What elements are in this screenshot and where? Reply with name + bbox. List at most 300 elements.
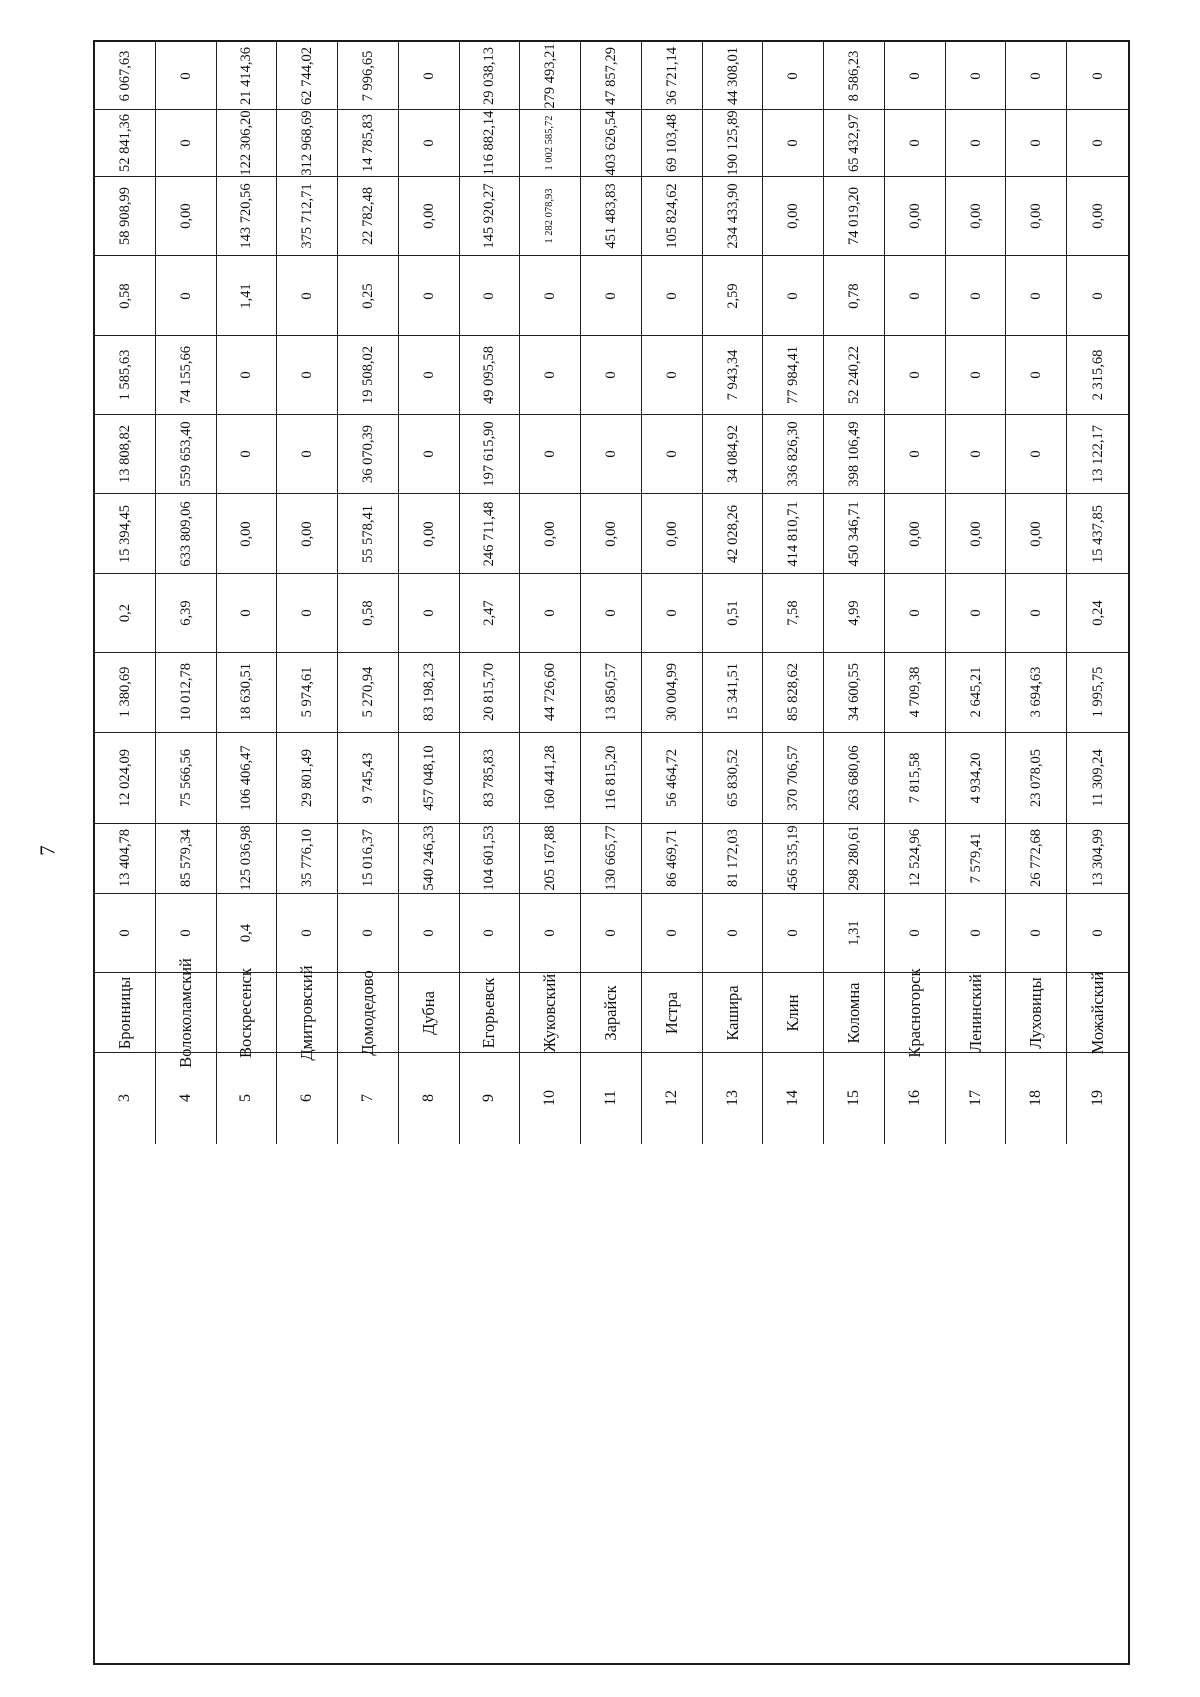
value-10: 0,00: [420, 203, 437, 229]
district-name-cell: [763, 973, 824, 1052]
value-11: 0: [785, 139, 802, 147]
district-name-cell: [581, 973, 642, 1052]
value-5: 0: [967, 609, 984, 617]
value-8: 74 155,66: [177, 345, 194, 404]
value-cell-6: [763, 494, 824, 573]
value-10: 375 712,71: [298, 183, 315, 249]
value-cell-8: [217, 336, 278, 415]
value-cell-1: [399, 894, 460, 973]
value-cell-9: [217, 256, 278, 335]
district-name: Воскресенск: [236, 967, 256, 1058]
district-name: Луховицы: [1026, 976, 1046, 1049]
row-number: 13: [723, 1090, 741, 1107]
value-5: 4,99: [845, 600, 862, 626]
value-10: 145 920,27: [481, 183, 498, 249]
value-cell-7: [338, 415, 399, 494]
value-8: 0: [541, 371, 558, 379]
value-2: 205 167,88: [541, 825, 558, 891]
value-6: 0,00: [663, 520, 680, 547]
district-name-cell: [95, 973, 156, 1052]
district-name: Волоколамский: [175, 957, 195, 1068]
value-cell-4: [277, 653, 338, 732]
value-cell-3: [1006, 733, 1067, 824]
value-4: 5 974,61: [298, 666, 315, 718]
value-10: 58 908,99: [116, 187, 133, 246]
value-7: 13 122,17: [1089, 425, 1106, 484]
row-number-cell: [824, 1053, 885, 1144]
value-cell-1: [520, 894, 581, 973]
value-cell-10: [399, 177, 460, 256]
value-2: 456 535,19: [785, 825, 802, 891]
district-name-cell: [1067, 973, 1128, 1052]
value-12: 44 308,01: [724, 46, 741, 105]
value-cell-2: [156, 824, 217, 894]
row-number-cell: [1006, 1053, 1067, 1144]
value-11: 0: [1028, 139, 1045, 147]
value-cell-9: [824, 256, 885, 335]
value-4: 15 341,51: [724, 663, 741, 722]
value-cell-8: [946, 336, 1007, 415]
value-cell-9: [885, 256, 946, 335]
value-7: 0: [663, 450, 680, 458]
value-cell-3: [642, 733, 703, 824]
value-cell-8: [277, 336, 338, 415]
value-cell-6: [885, 494, 946, 573]
value-cell-2: [217, 824, 278, 894]
value-cell-9: [460, 256, 521, 335]
row-number: 15: [845, 1090, 863, 1107]
value-9: 0: [298, 291, 315, 300]
value-cell-10: [277, 177, 338, 256]
value-cell-3: [460, 733, 521, 824]
value-11: 1 002 585,72: [543, 115, 555, 171]
value-12: 36 721,14: [663, 46, 680, 105]
value-cell-11: [338, 110, 399, 177]
value-cell-3: [1067, 733, 1128, 824]
value-3: 12 024,09: [116, 748, 133, 807]
value-cell-1: [1067, 894, 1128, 973]
value-7: 13 808,82: [116, 425, 133, 484]
value-cell-5: [460, 574, 521, 653]
value-7: 34 084,92: [724, 425, 741, 484]
value-cell-3: [520, 733, 581, 824]
value-3: 457 048,10: [420, 745, 437, 811]
value-8: 0: [420, 371, 437, 379]
value-8: 2 315,68: [1089, 349, 1106, 401]
value-cell-7: [1067, 415, 1128, 494]
value-cell-5: [95, 574, 156, 653]
value-cell-8: [338, 336, 399, 415]
value-7: 0: [1028, 450, 1045, 458]
value-cell-1: [581, 894, 642, 973]
value-cell-1: [642, 894, 703, 973]
value-1: 0: [967, 929, 984, 937]
value-6: 633 809,06: [177, 501, 194, 567]
value-3: 29 801,49: [298, 748, 315, 807]
value-12: 0: [177, 72, 194, 80]
row-number-cell: [946, 1053, 1007, 1144]
value-5: 0: [663, 609, 680, 617]
value-8: 0: [238, 371, 255, 379]
value-cell-3: [338, 733, 399, 824]
value-6: 0,00: [420, 520, 437, 547]
district-name-cell: [338, 969, 399, 1056]
value-cell-5: [642, 574, 703, 653]
value-cell-3: [763, 733, 824, 824]
value-cell-7: [399, 415, 460, 494]
value-6: 15 394,45: [116, 504, 133, 563]
row-number: 14: [784, 1090, 802, 1107]
value-1: 0: [298, 929, 315, 937]
value-12: 6 067,63: [116, 50, 133, 102]
value-cell-1: [217, 894, 278, 973]
value-2: 13 304,99: [1089, 829, 1106, 888]
value-cell-4: [520, 653, 581, 732]
value-cell-2: [277, 824, 338, 894]
value-2: 13 404,78: [116, 829, 133, 888]
value-11: 403 626,54: [602, 110, 619, 176]
value-cell-4: [1006, 653, 1067, 732]
value-6: 0,00: [298, 520, 315, 547]
value-cell-11: [703, 110, 764, 177]
row-number-cell: [95, 1053, 156, 1144]
value-11: 0: [1089, 139, 1106, 147]
row-number: 3: [115, 1094, 133, 1103]
value-3: 23 078,05: [1028, 748, 1045, 807]
value-cell-9: [277, 256, 338, 335]
value-cell-11: [95, 110, 156, 177]
district-name-cell: [217, 967, 278, 1058]
value-3: 263 680,06: [845, 745, 862, 811]
value-cell-10: [885, 177, 946, 256]
value-12: 0: [420, 72, 437, 80]
value-10: 0,00: [785, 203, 802, 229]
value-2: 125 036,98: [238, 825, 255, 891]
district-name: Жуковский: [539, 973, 559, 1052]
value-5: 7,58: [785, 600, 802, 626]
value-2: 104 601,53: [481, 825, 498, 891]
value-cell-3: [885, 733, 946, 824]
value-cell-5: [277, 574, 338, 653]
value-7: 336 826,30: [785, 421, 802, 487]
row-number: 9: [480, 1094, 498, 1103]
value-4: 18 630,51: [238, 663, 255, 722]
value-cell-8: [95, 336, 156, 415]
district-name: Истра: [661, 991, 681, 1034]
value-9: 0,25: [359, 282, 376, 309]
value-3: 370 706,57: [785, 745, 802, 811]
value-6: 42 028,26: [724, 504, 741, 563]
value-11: 69 103,48: [663, 114, 680, 173]
value-4: 34 600,55: [845, 663, 862, 722]
value-5: 0: [906, 609, 923, 617]
value-9: 0: [785, 291, 802, 300]
value-cell-10: [1067, 177, 1128, 256]
row-number: 10: [541, 1090, 559, 1107]
value-12: 0: [785, 72, 802, 80]
value-3: 9 745,43: [359, 752, 376, 804]
value-cell-12: [277, 42, 338, 110]
value-7: 197 615,90: [481, 421, 498, 487]
value-cell-11: [1067, 110, 1128, 177]
value-cell-12: [1067, 42, 1128, 110]
value-cell-12: [581, 42, 642, 110]
district-name: Егорьевск: [479, 977, 499, 1048]
value-9: 0: [420, 291, 437, 300]
value-8: 49 095,58: [481, 345, 498, 404]
value-cell-6: [703, 494, 764, 573]
value-cell-11: [824, 110, 885, 177]
value-cell-8: [460, 336, 521, 415]
value-cell-3: [399, 733, 460, 824]
value-4: 3 694,63: [1028, 666, 1045, 718]
value-4: 20 815,70: [481, 663, 498, 722]
value-2: 26 772,68: [1028, 829, 1045, 888]
value-cell-1: [460, 894, 521, 973]
value-cell-6: [824, 494, 885, 573]
value-cell-1: [1006, 894, 1067, 973]
value-cell-7: [581, 415, 642, 494]
value-cell-12: [703, 42, 764, 110]
value-10: 22 782,48: [359, 187, 376, 246]
value-cell-5: [520, 574, 581, 653]
value-cell-9: [520, 256, 581, 335]
value-12: 0: [906, 72, 923, 80]
value-6: 55 578,41: [359, 504, 376, 563]
row-number: 18: [1027, 1090, 1045, 1107]
value-9: 1,41: [238, 282, 255, 309]
value-cell-9: [581, 256, 642, 335]
row-number: 12: [662, 1090, 680, 1107]
value-1: 0: [481, 929, 498, 937]
value-cell-8: [763, 336, 824, 415]
value-9: 0: [177, 291, 194, 300]
value-cell-8: [703, 336, 764, 415]
district-name-cell: [399, 973, 460, 1052]
value-cell-8: [885, 336, 946, 415]
value-cell-12: [217, 42, 278, 110]
value-4: 1 995,75: [1089, 666, 1106, 718]
value-cell-2: [460, 824, 521, 894]
value-cell-12: [1006, 42, 1067, 110]
value-6: 0,00: [1028, 520, 1045, 547]
value-10: 74 019,20: [845, 187, 862, 246]
value-1: 0,4: [238, 924, 255, 943]
row-number: 4: [176, 1094, 194, 1103]
value-4: 13 850,57: [602, 663, 619, 722]
value-cell-1: [95, 894, 156, 973]
value-cell-2: [95, 824, 156, 894]
value-cell-10: [763, 177, 824, 256]
value-cell-7: [95, 415, 156, 494]
value-cell-3: [217, 733, 278, 824]
value-4: 10 012,78: [177, 663, 194, 722]
value-8: 0: [967, 371, 984, 379]
value-11: 14 785,83: [359, 114, 376, 173]
value-cell-5: [399, 574, 460, 653]
value-cell-6: [156, 494, 217, 573]
row-number: 7: [358, 1094, 376, 1103]
value-cell-12: [156, 42, 217, 110]
value-9: 0: [663, 291, 680, 300]
district-name-cell: [1006, 973, 1067, 1052]
value-8: 19 508,02: [359, 345, 376, 404]
row-number-cell: [156, 1053, 217, 1144]
district-name: Бронницы: [114, 976, 134, 1049]
value-9: 2,59: [724, 282, 741, 309]
value-5: 0,2: [116, 603, 133, 623]
value-5: 0,58: [359, 600, 376, 626]
value-cell-10: [642, 177, 703, 256]
value-5: 0,51: [724, 600, 741, 626]
row-number-cell: [399, 1053, 460, 1144]
value-cell-3: [946, 733, 1007, 824]
value-7: 0: [906, 450, 923, 458]
value-cell-4: [338, 653, 399, 732]
district-name: Коломна: [843, 982, 863, 1044]
value-cell-11: [277, 110, 338, 177]
value-2: 81 172,03: [724, 829, 741, 888]
value-5: 0: [541, 609, 558, 617]
value-cell-4: [824, 653, 885, 732]
value-cell-2: [703, 824, 764, 894]
value-5: 2,47: [481, 600, 498, 626]
value-10: 0,00: [177, 203, 194, 229]
value-3: 7 815,58: [906, 752, 923, 804]
value-5: 0,24: [1089, 600, 1106, 626]
value-1: 0: [663, 929, 680, 937]
row-number: 11: [601, 1090, 619, 1107]
value-cell-10: [95, 177, 156, 256]
value-9: 0: [481, 291, 498, 300]
value-cell-10: [460, 177, 521, 256]
value-1: 1,31: [845, 920, 862, 946]
district-name: Кашира: [722, 984, 742, 1041]
value-cell-1: [703, 894, 764, 973]
value-cell-7: [1006, 415, 1067, 494]
value-cell-6: [338, 494, 399, 573]
value-7: 0: [420, 450, 437, 458]
value-cell-4: [885, 653, 946, 732]
value-cell-4: [1067, 653, 1128, 732]
row-number: 5: [237, 1094, 255, 1103]
district-name-cell: [824, 973, 885, 1052]
district-name: Дмитровский: [296, 964, 316, 1061]
value-cell-4: [763, 653, 824, 732]
value-10: 0,00: [967, 203, 984, 229]
value-cell-10: [1006, 177, 1067, 256]
value-10: 105 824,62: [663, 183, 680, 249]
value-8: 0: [1028, 371, 1045, 379]
value-cell-1: [946, 894, 1007, 973]
value-cell-9: [946, 256, 1007, 335]
value-cell-9: [763, 256, 824, 335]
value-1: 0: [785, 929, 802, 937]
value-12: 279 493,21: [541, 43, 558, 109]
value-7: 559 653,40: [177, 421, 194, 487]
value-cell-11: [763, 110, 824, 177]
value-3: 56 464,72: [663, 748, 680, 807]
value-cell-8: [824, 336, 885, 415]
district-name: Красногорск: [904, 967, 924, 1058]
value-10: 0,00: [1028, 203, 1045, 229]
district-name-cell: [703, 973, 764, 1052]
value-cell-6: [946, 494, 1007, 573]
value-cell-9: [1067, 256, 1128, 335]
value-4: 5 270,94: [359, 666, 376, 718]
value-cell-10: [156, 177, 217, 256]
value-cell-8: [520, 336, 581, 415]
value-cell-3: [824, 733, 885, 824]
value-5: 0: [602, 609, 619, 617]
value-cell-4: [581, 653, 642, 732]
value-5: 6,39: [177, 600, 194, 626]
value-3: 83 785,83: [481, 748, 498, 807]
value-cell-6: [217, 494, 278, 573]
row-number-cell: [763, 1053, 824, 1144]
value-cell-6: [460, 494, 521, 573]
value-cell-10: [338, 177, 399, 256]
district-name: Можайский: [1087, 971, 1107, 1054]
value-cell-10: [217, 177, 278, 256]
value-cell-11: [642, 110, 703, 177]
value-6: 15 437,85: [1089, 504, 1106, 563]
value-2: 298 280,61: [845, 825, 862, 891]
value-cell-8: [1067, 336, 1128, 415]
value-cell-5: [885, 574, 946, 653]
value-1: 0: [602, 929, 619, 937]
row-number-cell: [520, 1053, 581, 1144]
value-cell-5: [217, 574, 278, 653]
value-cell-3: [703, 733, 764, 824]
value-8: 77 984,41: [785, 345, 802, 404]
value-cell-2: [642, 824, 703, 894]
value-cell-4: [460, 653, 521, 732]
value-4: 2 645,21: [967, 666, 984, 718]
value-cell-5: [763, 574, 824, 653]
value-10: 451 483,83: [602, 183, 619, 249]
value-1: 0: [177, 929, 194, 937]
value-cell-2: [520, 824, 581, 894]
value-2: 35 776,10: [298, 829, 315, 888]
value-6: 450 346,71: [845, 501, 862, 567]
rotated-data-table: [93, 40, 1130, 1665]
value-cell-8: [642, 336, 703, 415]
value-10: 234 433,90: [724, 183, 741, 249]
value-11: 312 968,69: [298, 110, 315, 176]
value-6: 0,00: [967, 520, 984, 547]
row-number-cell: [1067, 1053, 1128, 1144]
value-cell-11: [520, 110, 581, 177]
value-11: 0: [420, 139, 437, 147]
value-7: 36 070,39: [359, 425, 376, 484]
value-12: 21 414,36: [238, 46, 255, 105]
value-cell-1: [338, 894, 399, 973]
value-cell-9: [1006, 256, 1067, 335]
row-number: 17: [966, 1090, 984, 1107]
row-number-cell: [217, 1053, 278, 1144]
value-cell-2: [399, 824, 460, 894]
value-8: 0: [298, 371, 315, 379]
value-7: 0: [541, 450, 558, 458]
value-11: 190 125,89: [724, 110, 741, 176]
value-cell-1: [277, 894, 338, 973]
value-cell-8: [1006, 336, 1067, 415]
value-8: 0: [663, 371, 680, 379]
value-cell-6: [277, 494, 338, 573]
value-8: 1 585,63: [116, 349, 133, 401]
value-2: 15 016,37: [359, 829, 376, 888]
